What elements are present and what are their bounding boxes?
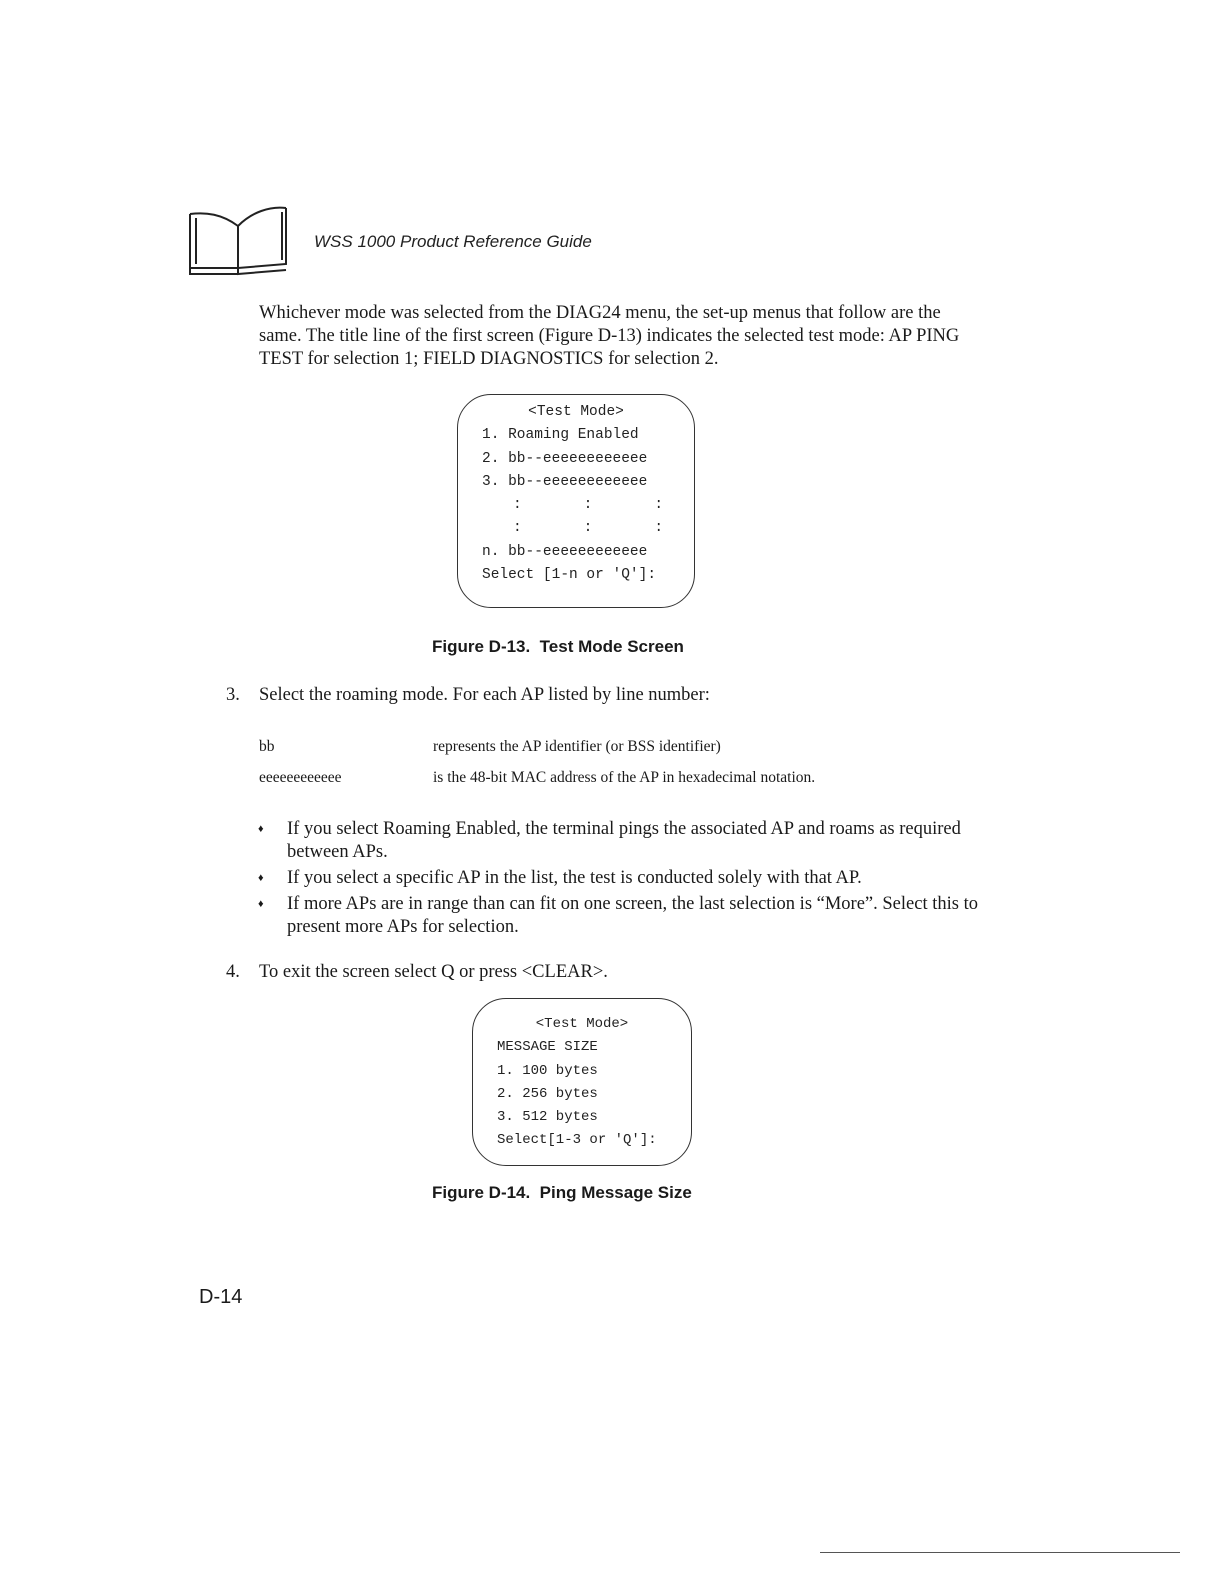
bullet-item — [258, 818, 978, 864]
screen-line-256-bytes: 2. 256 bytes — [497, 1085, 598, 1102]
test-mode-screen — [457, 394, 695, 608]
step-text: Select the roaming mode. For each AP listed by line number: — [259, 685, 710, 705]
ellipsis-colon: : — [512, 497, 522, 514]
definition-list — [259, 731, 815, 793]
ellipsis-row — [482, 517, 694, 540]
figure-caption: Figure D-13. Test Mode Screen — [432, 637, 684, 656]
step-text: To exit the screen select Q or press <CLEAR>. — [259, 962, 608, 982]
figure-caption: Figure D-14. Ping Message Size — [432, 1183, 692, 1202]
ellipsis-colon: : — [654, 520, 664, 537]
bullet-item — [258, 867, 978, 890]
screen-line-ap-3: 3. bb--eeeeeeeeeeee — [482, 473, 648, 490]
bullet-text: If more APs are in range than can fit on one screen, the last selection is “More”. Select this to present more APs for selection. — [287, 894, 978, 937]
ellipsis-colon: : — [583, 497, 593, 514]
step-number: 3. — [226, 685, 240, 705]
screen-line-512-bytes: 3. 512 bytes — [497, 1109, 598, 1126]
bullet-text: If you select a specific AP in the list, the test is conducted solely with that AP. — [287, 868, 862, 888]
bullet-diamond-icon: ♦ — [258, 898, 264, 910]
bullet-list — [258, 818, 978, 942]
definition-row — [259, 731, 815, 762]
page-number: D-14 — [199, 1286, 243, 1308]
bullet-text: If you select Roaming Enabled, the terminal pings the associated AP and roams as required between APs. — [287, 819, 961, 862]
open-book-icon — [186, 202, 290, 280]
definition-desc: is the 48-bit MAC address of the AP in hexadecimal notation. — [433, 769, 816, 786]
definition-term: eeeeeeeeeeee — [259, 769, 342, 786]
ellipsis-colon: : — [654, 497, 664, 514]
ellipsis-colon: : — [512, 520, 522, 537]
screen-line-ap-n: n. bb--eeeeeeeeeeee — [482, 543, 648, 560]
step-number: 4. — [226, 962, 240, 982]
screen-line-roaming: 1. Roaming Enabled — [482, 427, 639, 444]
bullet-diamond-icon: ♦ — [258, 872, 264, 884]
bullet-item — [258, 893, 978, 939]
screen-line-heading: MESSAGE SIZE — [497, 1039, 598, 1056]
running-header: WSS 1000 Product Reference Guide — [314, 232, 592, 251]
message-size-screen — [472, 998, 692, 1166]
ellipsis-colon: : — [583, 520, 593, 537]
definition-term: bb — [259, 738, 275, 755]
definition-row — [259, 762, 815, 793]
screen-line-100-bytes: 1. 100 bytes — [497, 1062, 598, 1079]
intro-paragraph: Whichever mode was selected from the DIAG24 menu, the set-up menus that follow are the same. The title line of the first screen (Figure D-13) indicates the selected test mode: AP PING TEST for selection 1; FIELD DIAGNOSTICS for selection 2. — [259, 303, 960, 369]
screen-select-prompt: Select [1-n or 'Q']: — [482, 567, 657, 584]
screen-title-line: <Test Mode> — [528, 404, 624, 420]
screen-line-ap-2: 2. bb--eeeeeeeeeeee — [482, 450, 648, 467]
scan-artifact-divider — [820, 1552, 1180, 1553]
screen-select-prompt: Select[1-3 or 'Q']: — [497, 1132, 657, 1149]
bullet-diamond-icon: ♦ — [258, 823, 264, 835]
ellipsis-row — [482, 494, 694, 517]
screen-title-line: <Test Mode> — [535, 1016, 629, 1032]
definition-desc: represents the AP identifier (or BSS identifier) — [433, 738, 721, 755]
